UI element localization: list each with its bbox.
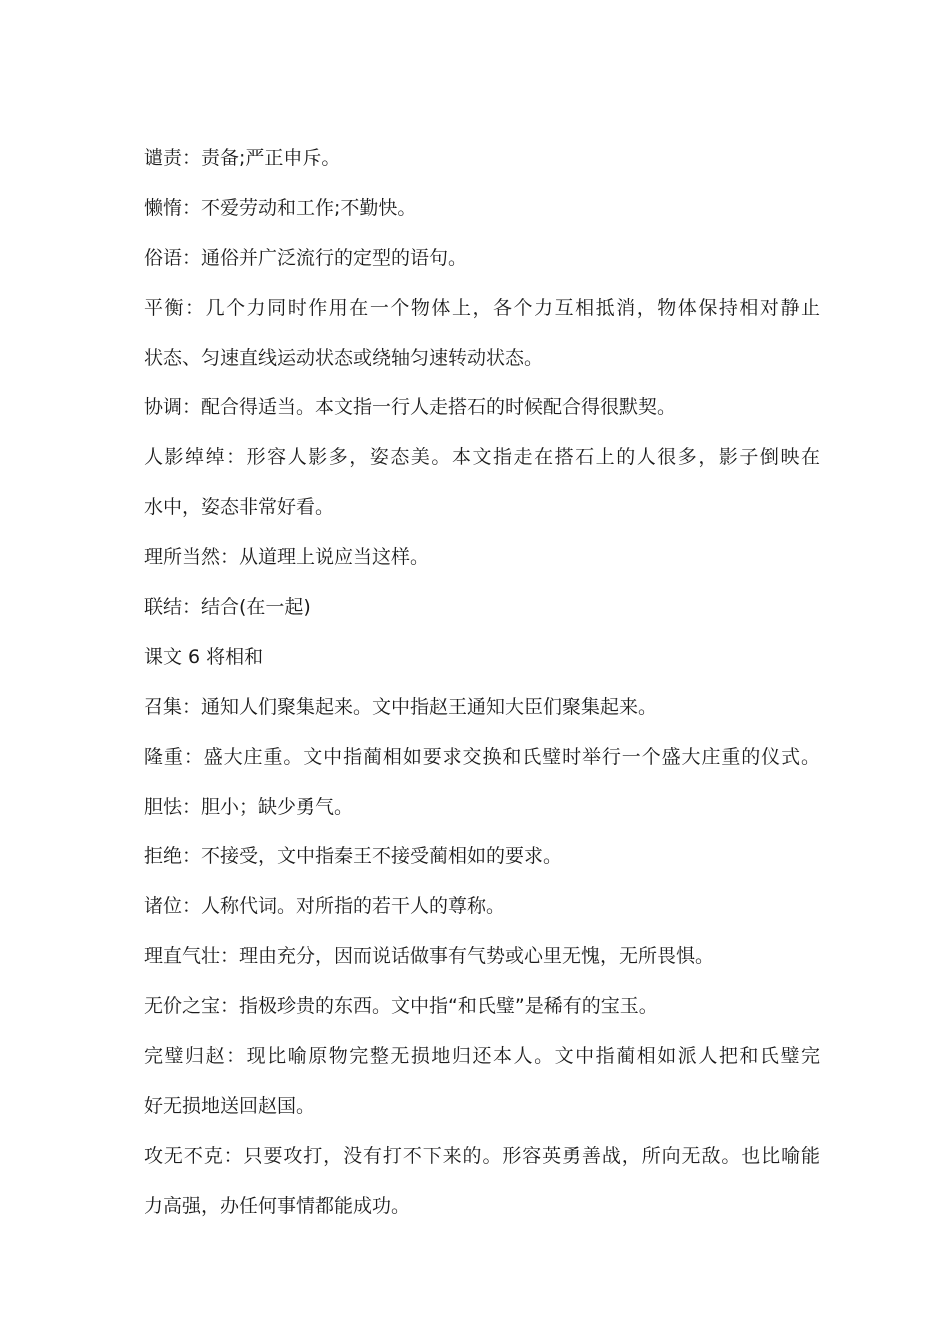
text-line: 理所当然：从道理上说应当这样。 [144,546,430,569]
section-heading: 课文 6 将相和 [144,645,264,668]
text-line: 平衡：几个力同时作用在一个物体上，各个力互相抵消，物体保持相对静止 [144,296,820,319]
document-body [144,134,820,1232]
text-line: 好无损地送回赵国。 [144,1094,316,1117]
text-line: 水中，姿态非常好看。 [144,496,335,519]
text-line: 谴责：责备;严正申斥。 [144,147,341,169]
text-line: 无价之宝：指极珍贵的东西。文中指“和氏璧”是稀有的宝玉。 [144,995,658,1018]
text-line: 隆重：盛大庄重。文中指蔺相如要求交换和氏璧时举行一个盛大庄重的仪式。 [144,745,820,768]
text-line: 力高强，办任何事情都能成功。 [144,1194,411,1217]
text-line: 状态、匀速直线运动状态或绕轴匀速转动状态。 [144,346,544,369]
text-line: 完璧归赵：现比喻原物完整无损地归还本人。文中指蔺相如派人把和氏璧完 [144,1045,820,1068]
text-line: 理直气壮：理由充分，因而说话做事有气势或心里无愧，无所畏惧。 [144,945,715,968]
text-line: 诸位：人称代词。对所指的若干人的尊称。 [144,895,506,918]
text-line: 联结：结合(在一起) [144,596,311,619]
text-line: 拒绝：不接受，文中指秦王不接受蔺相如的要求。 [144,845,563,868]
text-line: 人影绰绰：形容人影多，姿态美。本文指走在搭石上的人很多，影子倒映在 [144,446,820,469]
text-line: 协调：配合得适当。本文指一行人走搭石的时候配合得很默契。 [144,396,677,419]
text-line: 攻无不克：只要攻打，没有打不下来的。形容英勇善战，所向无敌。也比喻能 [144,1144,820,1167]
text-line: 懒惰：不爱劳动和工作;不勤快。 [144,196,417,219]
text-line: 俗语：通俗并广泛流行的定型的语句。 [144,246,468,269]
text-line: 胆怯：胆小；缺少勇气。 [144,795,354,818]
text-line: 召集：通知人们聚集起来。文中指赵王通知大臣们聚集起来。 [144,695,658,718]
